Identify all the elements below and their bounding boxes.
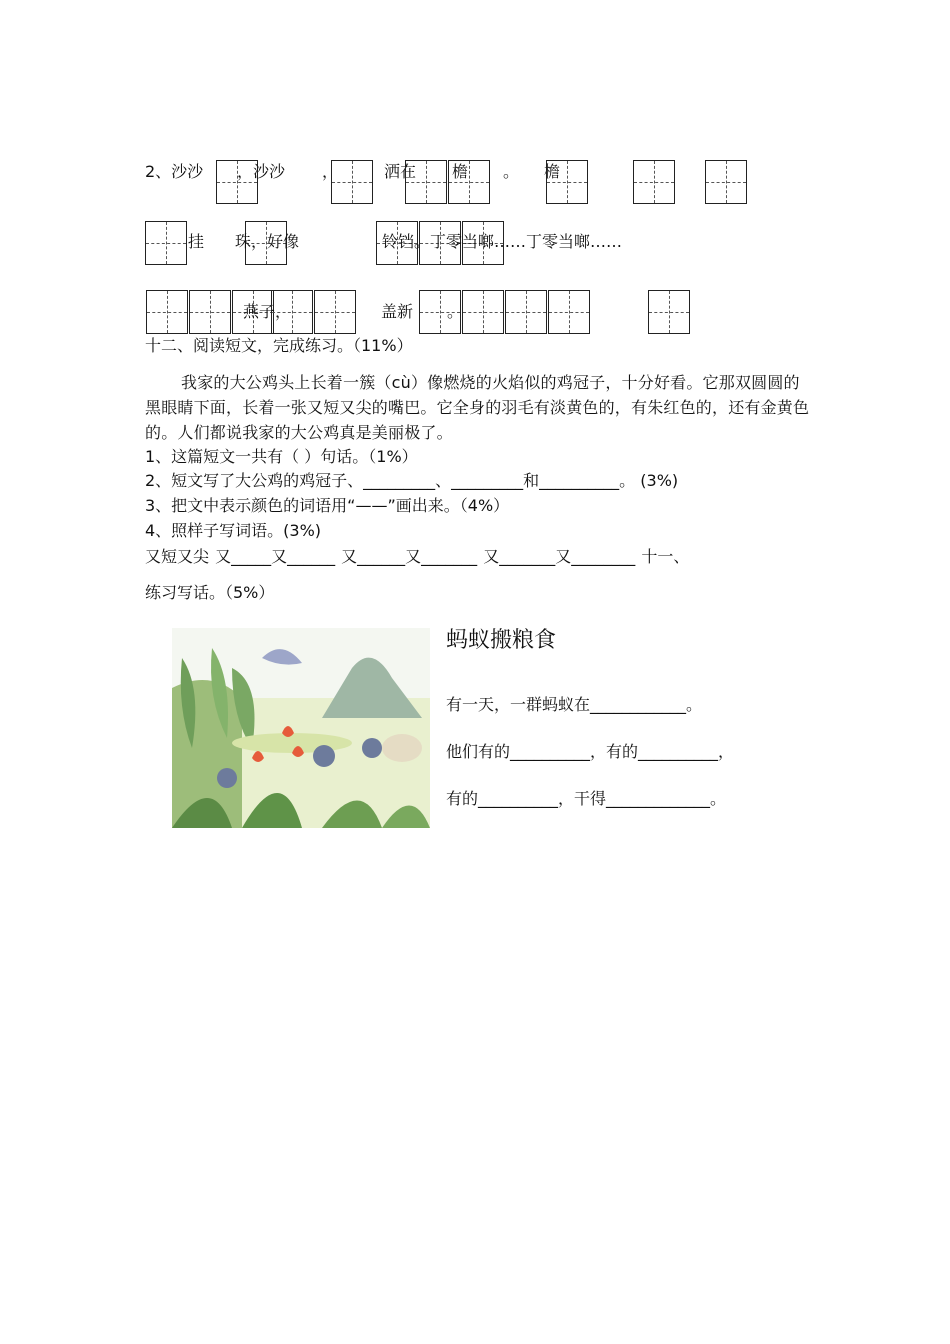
example-line: 又短又尖 又_____又______ 又______又_______ 又_______又________ 十一、 [145,547,690,566]
writing-grid-box[interactable] [462,290,504,334]
writing-heading: 练习写话。（5%） [145,583,275,602]
writing-grid-box[interactable] [331,160,373,204]
writing-grid-box[interactable] [146,290,188,334]
q2-segment-2: ，沙沙 [237,162,286,181]
question-4: 4、照样子写词语。(3%) [145,521,322,540]
writing-grid-box[interactable] [548,290,590,334]
writing-grid-box[interactable] [633,160,675,204]
writing-grid-box[interactable] [546,160,588,204]
q2-row3-text-3: 。 [447,302,464,321]
writing-line-1: 有一天，一群蚂蚁在____________。 [446,695,703,714]
question-3: 3、把文中表示颜色的词语用“——”画出来。（4%） [145,496,510,515]
q2-row2-text-2: 珠，好像 [235,232,300,251]
writing-grid-box[interactable] [705,160,747,204]
writing-line-3: 有的__________，干得_____________。 [446,789,727,808]
q2-segment-5: 檐 [452,162,469,181]
writing-line-2: 他们有的__________，有的__________， [446,742,735,761]
q2-segment-4: 洒在 [384,162,417,181]
q2-segment-7: 檐 [544,162,561,181]
reading-passage: 我家的大公鸡头上长着一簇（cù）像燃烧的火焰似的鸡冠子，十分好看。它那双圆圆的黑眼睛下面，长着一张又短又尖的嘴巴。它全身的羽毛有淡黄色的，有朱红色的，还有金黄色的。人们都说我家的大公鸡真是美丽极了。 [145,373,810,442]
section-heading: 十二、阅读短文，完成练习。（11%） [145,336,413,355]
question-1: 1、这篇短文一共有（ ）句话。（1%） [145,447,418,466]
q2-segment-3: ， [322,162,339,181]
writing-title: 蚂蚁搬粮食 [446,628,557,653]
question-2: 2、短文写了大公鸡的鸡冠子、_________、_________和__________。 (3%) [145,471,679,490]
q2-row2-text-3: 铃铛。丁零当啷……丁零当啷…… [382,232,623,251]
writing-grid-box[interactable] [314,290,356,334]
q2-row3-text-2: 盖新 [381,302,414,321]
writing-grid-box[interactable] [189,290,231,334]
ants-illustration [172,628,430,828]
writing-grid-box[interactable] [145,221,187,265]
q2-segment-1: 2、沙沙 [145,162,204,181]
q2-row2-text-1: 挂 [188,232,205,251]
q2-row3-text-1: 燕子， [243,302,292,321]
writing-grid-box[interactable] [271,290,313,334]
writing-grid-box[interactable] [448,160,490,204]
q2-segment-6: 。 [503,162,520,181]
writing-grid-box[interactable] [505,290,547,334]
writing-grid-box[interactable] [648,290,690,334]
writing-grid-box[interactable] [405,160,447,204]
